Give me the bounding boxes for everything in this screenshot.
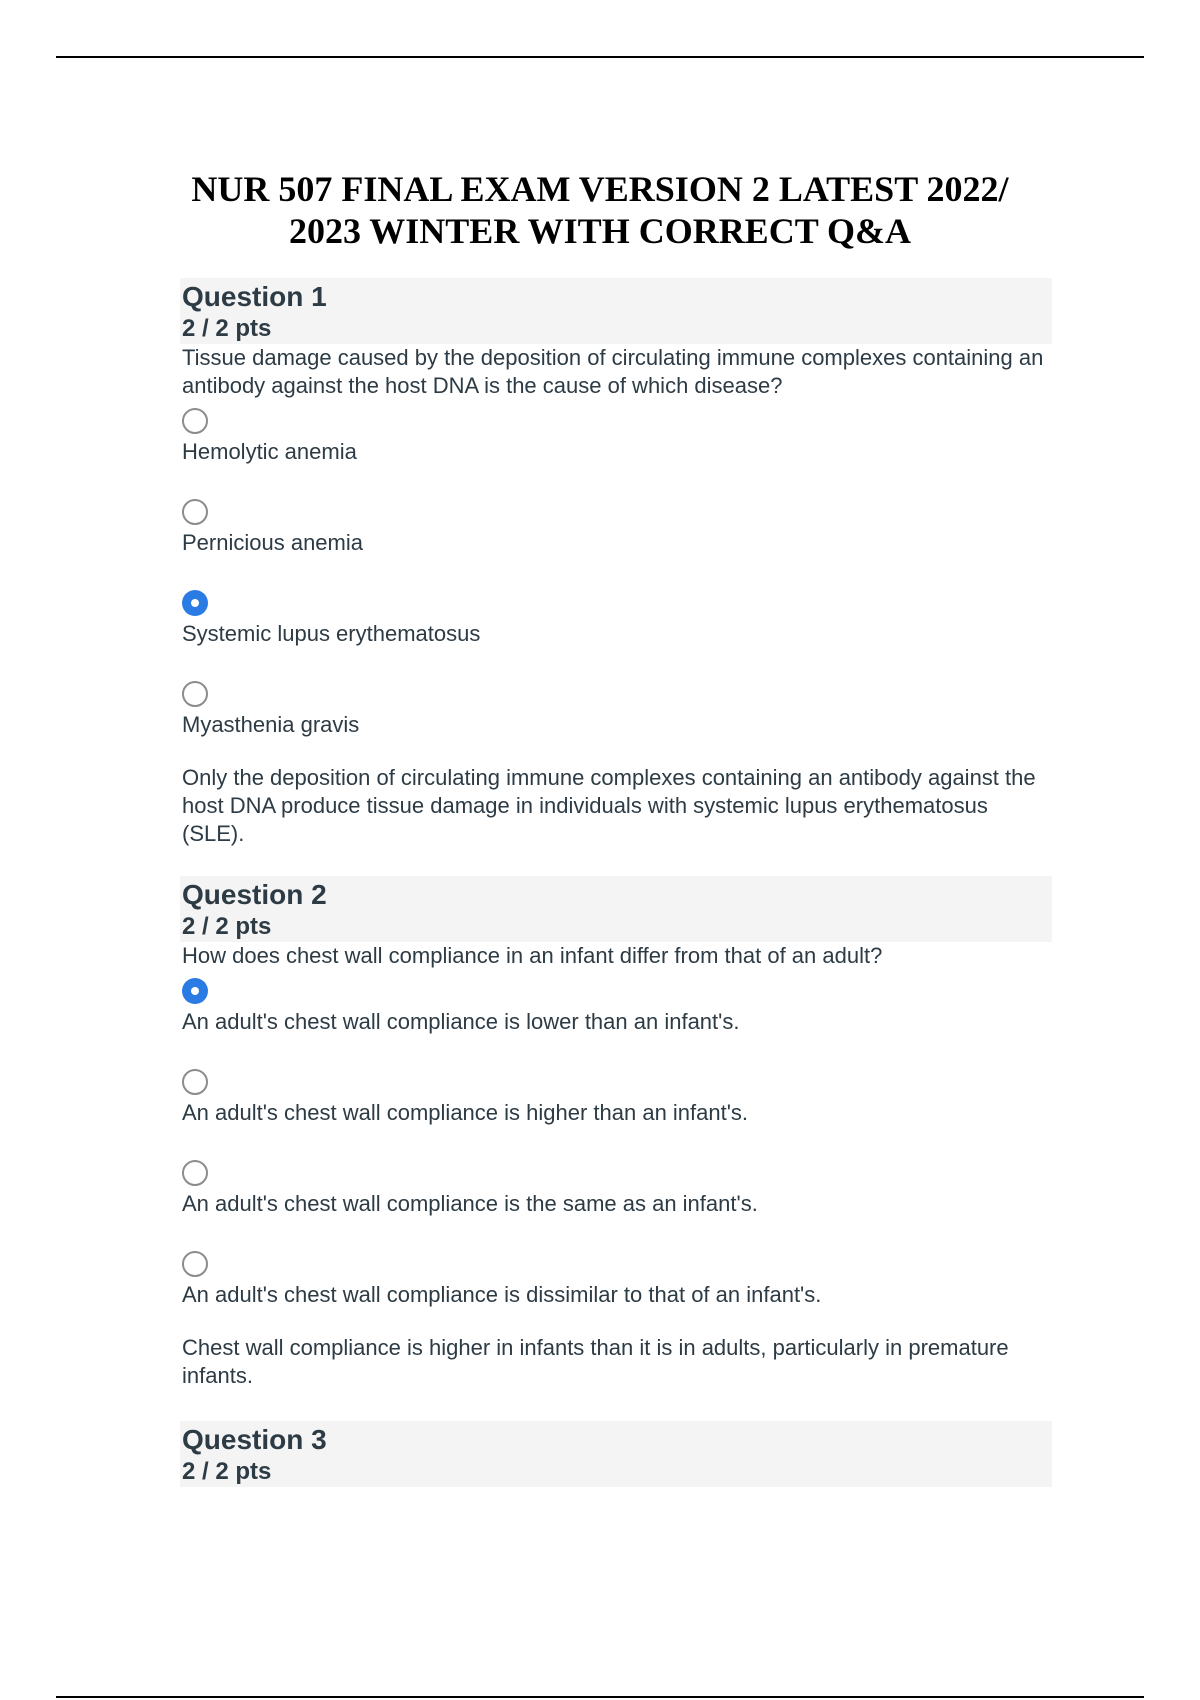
answer-label: Myasthenia gravis: [182, 712, 360, 737]
answer-explanation: Chest wall compliance is higher in infants than it is in adults, particularly in premature infants.: [182, 1335, 1009, 1388]
question-3: [180, 1421, 1052, 1487]
answer-explanation: Only the deposition of circulating immune complexes containing an antibody against the host DNA produce tissue damage in individuals with systemic lupus erythematosus (SLE).: [182, 765, 1036, 846]
radio-button[interactable]: [182, 408, 208, 434]
radio-button-selected[interactable]: [182, 978, 208, 1004]
answer-label: Pernicious anemia: [182, 530, 363, 555]
answer-option[interactable]: [180, 681, 1052, 764]
answer-option[interactable]: [180, 590, 1052, 673]
answer-option[interactable]: [180, 499, 1052, 582]
answer-option[interactable]: [180, 1251, 1052, 1334]
answer-label: Hemolytic anemia: [182, 439, 357, 464]
question-title: Question 2: [182, 879, 327, 910]
question-1: [180, 278, 1052, 848]
answer-label: An adult's chest wall compliance is the same as an infant's.: [182, 1191, 758, 1216]
question-header: [180, 1421, 1052, 1487]
question-header: [180, 876, 1052, 942]
answer-option[interactable]: [180, 1160, 1052, 1243]
question-points: 2 / 2 pts: [182, 1458, 272, 1485]
bottom-rule: [56, 1696, 1144, 1698]
question-points: 2 / 2 pts: [182, 315, 272, 342]
answer-label: An adult's chest wall compliance is higher than an infant's.: [182, 1100, 749, 1125]
answer-option[interactable]: [180, 978, 1052, 1061]
answer-label: Systemic lupus erythematosus: [182, 621, 481, 646]
question-title: Question 3: [182, 1424, 327, 1455]
answer-label: An adult's chest wall compliance is dissimilar to that of an infant's.: [182, 1282, 822, 1307]
document-title-line-1: NUR 507 FINAL EXAM VERSION 2 LATEST 2022/: [191, 169, 1009, 209]
radio-button[interactable]: [182, 499, 208, 525]
answer-option[interactable]: [180, 408, 1052, 491]
question-2: [180, 876, 1052, 1390]
radio-button[interactable]: [182, 1069, 208, 1095]
radio-button-selected[interactable]: [182, 590, 208, 616]
top-rule: [56, 56, 1144, 58]
answer-option[interactable]: [180, 1069, 1052, 1152]
question-text: Tissue damage caused by the deposition of circulating immune complexes containing an antibody against the host DNA is the cause of which disease?: [182, 345, 1044, 398]
radio-button[interactable]: [182, 1251, 208, 1277]
document-title: [150, 168, 1050, 252]
question-points: 2 / 2 pts: [182, 913, 272, 940]
question-title: Question 1: [182, 281, 327, 312]
radio-button[interactable]: [182, 1160, 208, 1186]
question-text: How does chest wall compliance in an infant differ from that of an adult?: [182, 943, 883, 968]
question-header: [180, 278, 1052, 344]
answer-label: An adult's chest wall compliance is lower than an infant's.: [182, 1009, 740, 1034]
radio-button[interactable]: [182, 681, 208, 707]
document-title-line-2: 2023 WINTER WITH CORRECT Q&A: [288, 211, 912, 251]
